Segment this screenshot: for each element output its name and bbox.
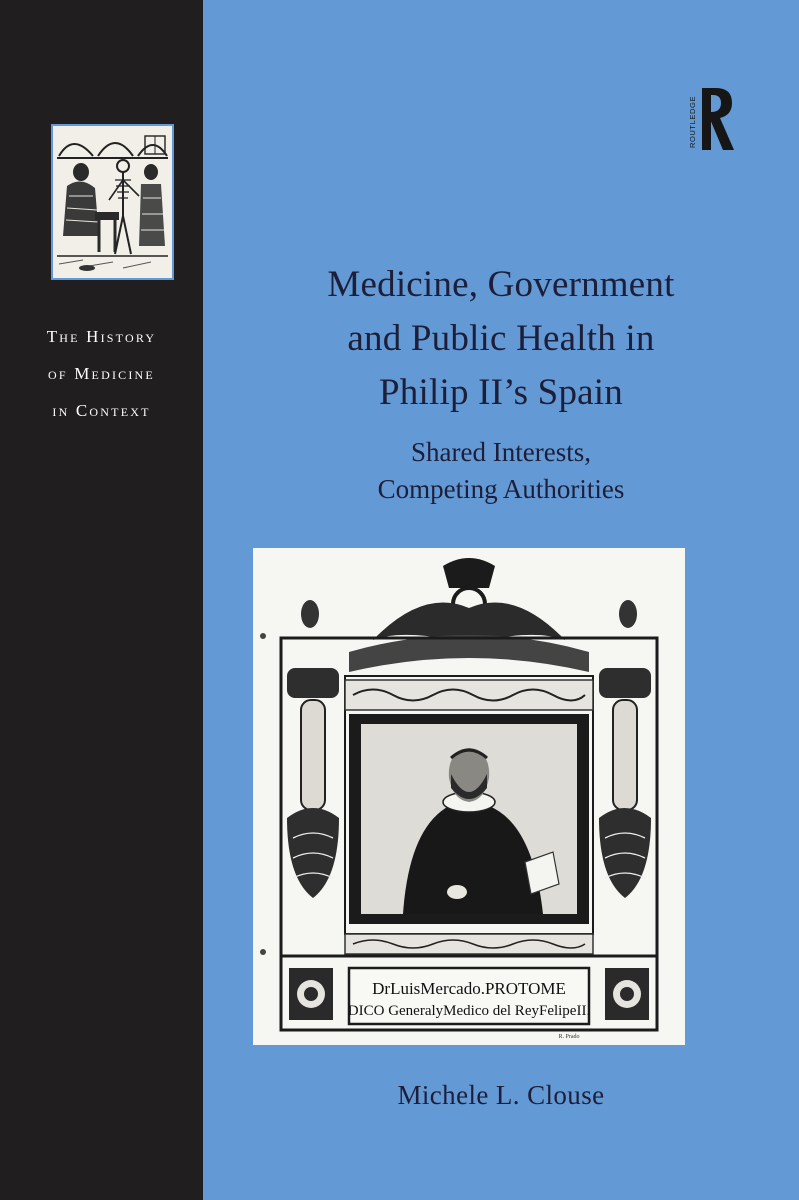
title-line: Philip II’s Spain xyxy=(379,372,623,413)
author-name: Michele L. Clouse xyxy=(397,1080,605,1110)
publisher-name: ROUTLEDGE xyxy=(688,95,697,149)
series-woodcut-image xyxy=(51,124,174,280)
engraved-portrait-icon xyxy=(253,548,685,1045)
cover-illustration xyxy=(253,548,685,1045)
series-title xyxy=(0,318,203,429)
title-line: and Public Health in xyxy=(347,318,655,359)
book-subtitle xyxy=(203,434,799,508)
illustration-caption-line: DrLuisMercado.PROTOME xyxy=(372,979,566,998)
series-spine-panel xyxy=(0,0,203,1200)
subtitle-line: Competing Authorities xyxy=(377,474,625,504)
woodcut-apothecary-death-icon xyxy=(53,126,172,278)
illustration-caption-line: DICO GeneralyMedico del ReyFelipeII. xyxy=(347,1003,591,1019)
series-title-line: in Context xyxy=(52,401,151,420)
subtitle-line: Shared Interests, xyxy=(411,437,591,467)
book-title xyxy=(203,258,799,420)
routledge-r-logo-icon xyxy=(683,82,735,154)
series-title-line: of Medicine xyxy=(48,364,155,383)
series-title-line: The History xyxy=(46,327,157,346)
illustration-signature: R. Prado xyxy=(558,1034,580,1040)
title-line: Medicine, Government xyxy=(327,264,675,305)
